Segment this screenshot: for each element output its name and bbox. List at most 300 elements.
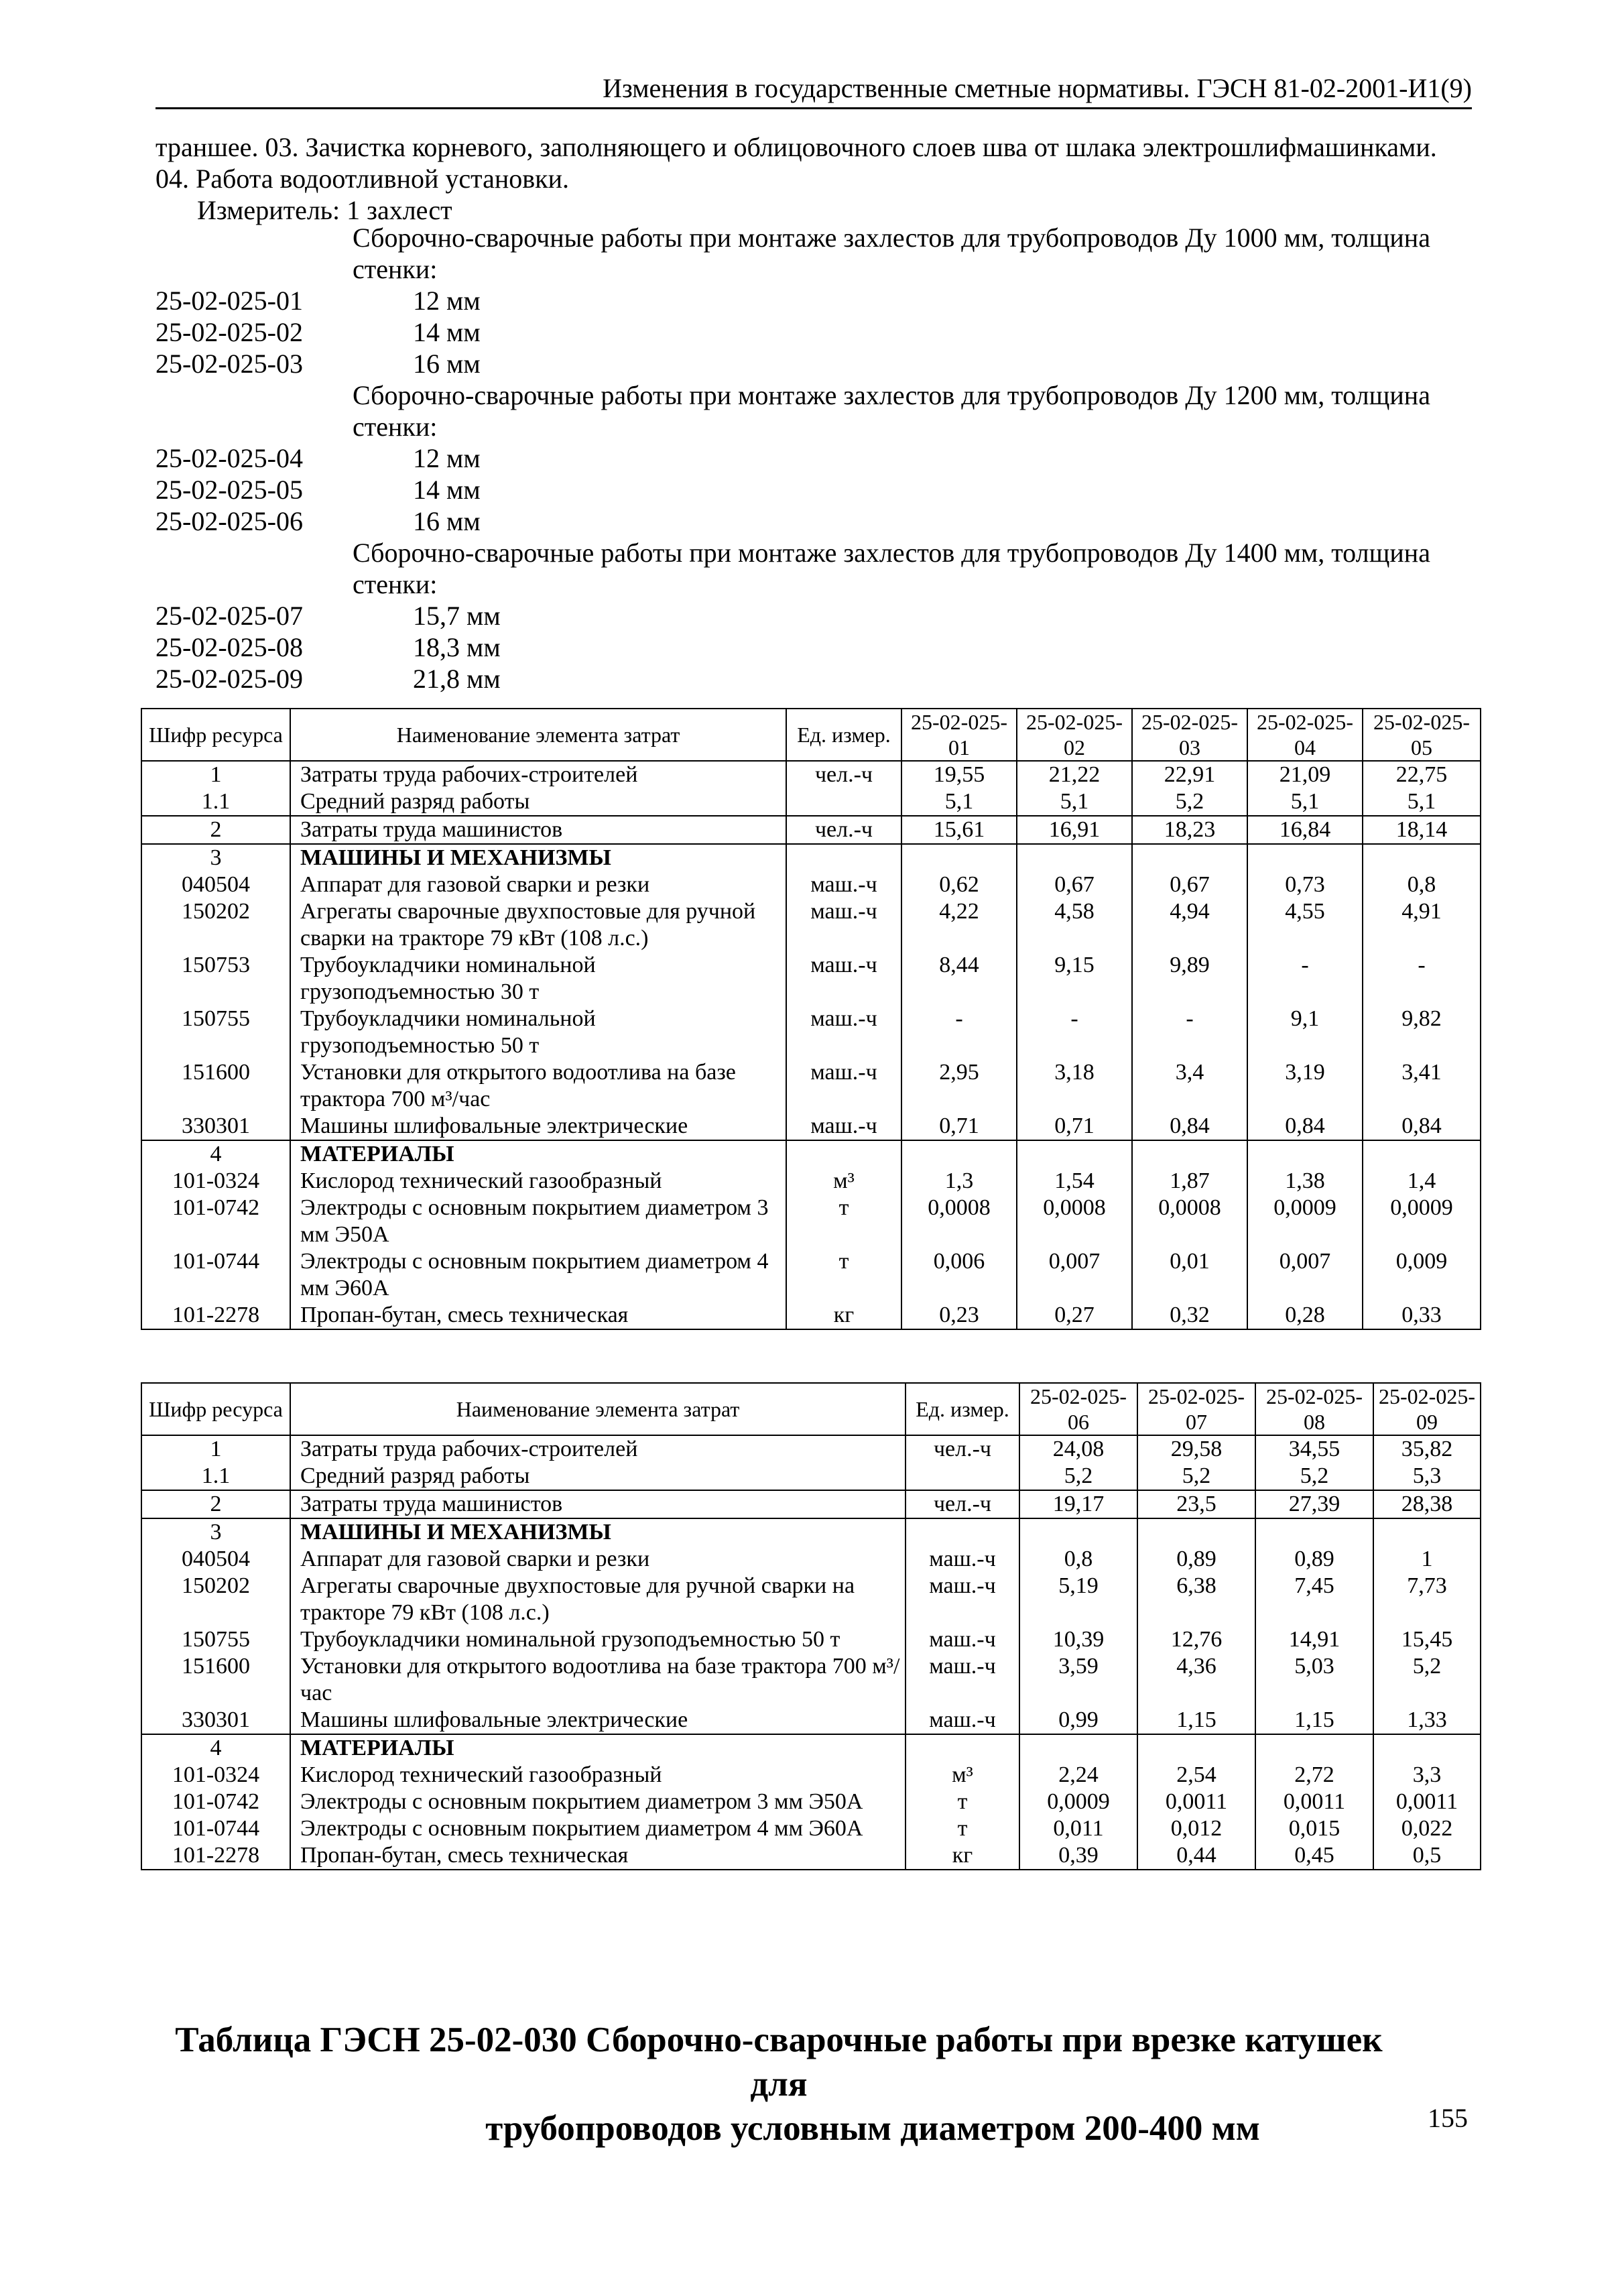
value-cell: 3,4: [1132, 1059, 1247, 1113]
value-cell: 0,015: [1255, 1815, 1373, 1842]
value-cell: 0,84: [1363, 1113, 1481, 1140]
value-cell: 0,23: [901, 1302, 1017, 1329]
table-header-row: [141, 1383, 1481, 1435]
table-row: [141, 1006, 1481, 1059]
norm-code: 25-02-025-06: [155, 506, 303, 536]
resource-name: Электроды с основным покрытием диаметром 4 мм Э60А: [290, 1815, 906, 1842]
value-cell: 0,01: [1132, 1248, 1247, 1302]
value-cell: -: [1132, 1006, 1247, 1059]
value-cell: 5,1: [901, 788, 1017, 816]
table-row: [141, 1653, 1481, 1707]
norm-code: 25-02-025-08: [155, 632, 303, 662]
intro-text: [155, 131, 1483, 226]
intro-line-2: 04. Работа водоотливной установки.: [155, 164, 569, 194]
table-caption: [155, 2018, 1402, 2151]
value-cell: 0,27: [1017, 1302, 1132, 1329]
value-cell: [1019, 1518, 1137, 1546]
value-cell: 4,91: [1363, 898, 1481, 952]
resource-code: 040504: [141, 1546, 290, 1573]
table-row: [141, 1140, 1481, 1168]
table-row: [141, 1302, 1481, 1329]
resource-name: Пропан-бутан, смесь техническая: [290, 1302, 786, 1329]
column-header: 25-02-025-01: [901, 709, 1017, 761]
table-row: [141, 1573, 1481, 1626]
norm-item: [155, 442, 1483, 474]
value-cell: 9,82: [1363, 1006, 1481, 1059]
value-cell: 19,17: [1019, 1490, 1137, 1518]
resource-name: Кислород технический газообразный: [290, 1762, 906, 1789]
column-header: Наименование элемента затрат: [290, 1383, 906, 1435]
table-row: [141, 1435, 1481, 1463]
value-cell: 1: [1373, 1546, 1481, 1573]
value-cell: 0,44: [1137, 1842, 1255, 1870]
resource-name: Средний разряд работы: [290, 1463, 906, 1490]
table-row: [141, 816, 1481, 844]
norm-thickness: 16 мм: [413, 349, 481, 379]
value-cell: 0,0008: [1017, 1195, 1132, 1248]
norm-code: 25-02-025-01: [155, 286, 303, 316]
resource-code: 040504: [141, 871, 290, 898]
resource-code: 1.1: [141, 1463, 290, 1490]
table-row: [141, 1463, 1481, 1490]
resource-name: Пропан-бутан, смесь техническая: [290, 1842, 906, 1870]
norm-code: 25-02-025-03: [155, 349, 303, 379]
value-cell: 18,23: [1132, 816, 1247, 844]
value-cell: 5,19: [1019, 1573, 1137, 1626]
value-cell: 8,44: [901, 952, 1017, 1006]
resource-name: Электроды с основным покрытием диаметром 3 мм Э50А: [290, 1195, 786, 1248]
unit: [906, 1518, 1019, 1546]
table-row: [141, 871, 1481, 898]
value-cell: 0,89: [1255, 1546, 1373, 1573]
value-cell: 5,2: [1255, 1463, 1373, 1490]
value-cell: 0,32: [1132, 1302, 1247, 1329]
unit: маш.-ч: [906, 1626, 1019, 1653]
resource-name: Затраты труда рабочих-строителей: [290, 761, 786, 788]
column-header: 25-02-025-03: [1132, 709, 1247, 761]
value-cell: 0,67: [1132, 871, 1247, 898]
value-cell: 0,71: [1017, 1113, 1132, 1140]
value-cell: [1017, 844, 1132, 871]
resource-code: 330301: [141, 1113, 290, 1140]
section-heading: МАТЕРИАЛЫ: [290, 1140, 786, 1168]
value-cell: 2,24: [1019, 1762, 1137, 1789]
value-cell: 0,84: [1247, 1113, 1363, 1140]
value-cell: 5,2: [1137, 1463, 1255, 1490]
unit: маш.-ч: [906, 1546, 1019, 1573]
resource-name: Установки для открытого водоотлива на базе трактора 700 м³/час: [290, 1059, 786, 1113]
value-cell: 5,1: [1017, 788, 1132, 816]
value-cell: 0,0008: [901, 1195, 1017, 1248]
value-cell: 5,1: [1247, 788, 1363, 816]
value-cell: 0,39: [1019, 1842, 1137, 1870]
value-cell: 6,38: [1137, 1573, 1255, 1626]
value-cell: 0,28: [1247, 1302, 1363, 1329]
value-cell: 21,09: [1247, 761, 1363, 788]
value-cell: [1137, 1518, 1255, 1546]
resource-code: 4: [141, 1734, 290, 1762]
value-cell: 0,62: [901, 871, 1017, 898]
value-cell: 0,009: [1363, 1248, 1481, 1302]
value-cell: 3,18: [1017, 1059, 1132, 1113]
table-row: [141, 1815, 1481, 1842]
value-cell: 0,007: [1247, 1248, 1363, 1302]
resource-name: Трубоукладчики номинальной грузоподъемностью 30 т: [290, 952, 786, 1006]
column-header: Шифр ресурса: [141, 1383, 290, 1435]
unit: маш.-ч: [906, 1653, 1019, 1707]
value-cell: 5,2: [1019, 1463, 1137, 1490]
unit: маш.-ч: [906, 1707, 1019, 1734]
table-row: [141, 844, 1481, 871]
column-header: 25-02-025-09: [1373, 1383, 1481, 1435]
value-cell: 16,91: [1017, 816, 1132, 844]
resource-code: 2: [141, 1490, 290, 1518]
norm-item: [155, 600, 1483, 631]
table-row: [141, 1168, 1481, 1195]
norm-code: 25-02-025-04: [155, 443, 303, 473]
value-cell: [1373, 1734, 1481, 1762]
value-cell: 0,99: [1019, 1707, 1137, 1734]
table-row: [141, 898, 1481, 952]
table-row: [141, 952, 1481, 1006]
value-cell: 0,89: [1137, 1546, 1255, 1573]
unit: [786, 1140, 901, 1168]
resource-name: Аппарат для газовой сварки и резки: [290, 1546, 906, 1573]
section-heading: МАШИНЫ И МЕХАНИЗМЫ: [290, 844, 786, 871]
table-row: [141, 788, 1481, 816]
norm-code: 25-02-025-09: [155, 664, 303, 694]
resource-table-1: [141, 708, 1481, 1330]
resource-code: 151600: [141, 1653, 290, 1707]
value-cell: 0,8: [1363, 871, 1481, 898]
unit: [906, 1734, 1019, 1762]
value-cell: 1,3: [901, 1168, 1017, 1195]
resource-code: 3: [141, 1518, 290, 1546]
value-cell: 0,0011: [1255, 1789, 1373, 1815]
unit: т: [786, 1248, 901, 1302]
norm-thickness: 15,7 мм: [413, 601, 501, 631]
norm-item: [155, 316, 1483, 348]
value-cell: -: [1363, 952, 1481, 1006]
table-row: [141, 1490, 1481, 1518]
norm-list: [155, 222, 1483, 694]
unit: маш.-ч: [786, 1113, 901, 1140]
column-header: 25-02-025-02: [1017, 709, 1132, 761]
table-row: [141, 1518, 1481, 1546]
unit: т: [906, 1815, 1019, 1842]
norm-thickness: 14 мм: [413, 475, 481, 505]
norm-code: 25-02-025-05: [155, 475, 303, 505]
value-cell: 4,22: [901, 898, 1017, 952]
unit: кг: [906, 1842, 1019, 1870]
value-cell: 29,58: [1137, 1435, 1255, 1463]
resource-code: 1: [141, 761, 290, 788]
resource-code: 151600: [141, 1059, 290, 1113]
resource-code: 3: [141, 844, 290, 871]
value-cell: 3,19: [1247, 1059, 1363, 1113]
value-cell: 7,73: [1373, 1573, 1481, 1626]
unit: маш.-ч: [786, 1059, 901, 1113]
norm-group: [155, 222, 1483, 379]
value-cell: 2,54: [1137, 1762, 1255, 1789]
column-header: 25-02-025-06: [1019, 1383, 1137, 1435]
table-row: [141, 761, 1481, 788]
value-cell: 1,33: [1373, 1707, 1481, 1734]
resource-code: 101-2278: [141, 1302, 290, 1329]
value-cell: 24,08: [1019, 1435, 1137, 1463]
resource-name: Затраты труда машинистов: [290, 816, 786, 844]
value-cell: 0,5: [1373, 1842, 1481, 1870]
value-cell: 4,58: [1017, 898, 1132, 952]
unit: маш.-ч: [906, 1573, 1019, 1626]
value-cell: [1019, 1734, 1137, 1762]
value-cell: 5,3: [1373, 1463, 1481, 1490]
value-cell: [1255, 1518, 1373, 1546]
unit: [786, 844, 901, 871]
unit: т: [786, 1195, 901, 1248]
resource-code: 150753: [141, 952, 290, 1006]
norm-group: [155, 379, 1483, 537]
resource-name: Аппарат для газовой сварки и резки: [290, 871, 786, 898]
resource-name: Электроды с основным покрытием диаметром 3 мм Э50А: [290, 1789, 906, 1815]
value-cell: 0,0011: [1137, 1789, 1255, 1815]
value-cell: 18,14: [1363, 816, 1481, 844]
value-cell: [1247, 1140, 1363, 1168]
resource-name: Установки для открытого водоотлива на базе трактора 700 м³/час: [290, 1653, 906, 1707]
value-cell: -: [901, 1006, 1017, 1059]
value-cell: [1255, 1734, 1373, 1762]
page-number: 155: [1428, 2103, 1468, 2133]
value-cell: 0,012: [1137, 1815, 1255, 1842]
resource-code: 150755: [141, 1006, 290, 1059]
caption-line-2: трубопроводов условным диаметром 200-400 мм: [485, 2109, 1260, 2148]
resource-name: Машины шлифовальные электрические: [290, 1707, 906, 1734]
resource-code: 101-0324: [141, 1168, 290, 1195]
value-cell: 2,95: [901, 1059, 1017, 1113]
unit: чел.-ч: [786, 816, 901, 844]
value-cell: 4,55: [1247, 898, 1363, 952]
value-cell: 1,38: [1247, 1168, 1363, 1195]
value-cell: 9,89: [1132, 952, 1247, 1006]
table-row: [141, 1113, 1481, 1140]
column-header: 25-02-025-05: [1363, 709, 1481, 761]
value-cell: 0,33: [1363, 1302, 1481, 1329]
unit: чел.-ч: [906, 1490, 1019, 1518]
value-cell: 27,39: [1255, 1490, 1373, 1518]
value-cell: 35,82: [1373, 1435, 1481, 1463]
norm-thickness: 21,8 мм: [413, 664, 501, 694]
table-row: [141, 1842, 1481, 1870]
value-cell: 0,45: [1255, 1842, 1373, 1870]
section-heading: МАШИНЫ И МЕХАНИЗМЫ: [290, 1518, 906, 1546]
resource-code: 101-0744: [141, 1248, 290, 1302]
unit: маш.-ч: [786, 871, 901, 898]
unit: т: [906, 1789, 1019, 1815]
unit: м³: [906, 1762, 1019, 1789]
value-cell: 2,72: [1255, 1762, 1373, 1789]
norm-thickness: 16 мм: [413, 506, 481, 536]
measure-unit: Измеритель: 1 захлест: [197, 195, 452, 225]
resource-code: 1.1: [141, 788, 290, 816]
unit: кг: [786, 1302, 901, 1329]
norm-item: [155, 474, 1483, 505]
resource-name: Кислород технический газообразный: [290, 1168, 786, 1195]
resource-code: 101-0742: [141, 1195, 290, 1248]
value-cell: 0,0011: [1373, 1789, 1481, 1815]
norm-code: 25-02-025-07: [155, 601, 303, 631]
column-header: Шифр ресурса: [141, 709, 290, 761]
value-cell: 5,03: [1255, 1653, 1373, 1707]
resource-name: Агрегаты сварочные двухпостовые для ручной сварки на тракторе 79 кВт (108 л.с.): [290, 898, 786, 952]
resource-code: 101-2278: [141, 1842, 290, 1870]
value-cell: 0,007: [1017, 1248, 1132, 1302]
value-cell: 5,2: [1132, 788, 1247, 816]
norm-item: [155, 505, 1483, 537]
value-cell: [901, 844, 1017, 871]
value-cell: 22,91: [1132, 761, 1247, 788]
norm-group-heading: Сборочно-сварочные работы при монтаже захлестов для трубопроводов Ду 1000 мм, толщина стенки:: [353, 223, 1430, 284]
value-cell: 5,1: [1363, 788, 1481, 816]
unit: маш.-ч: [786, 952, 901, 1006]
section-heading: МАТЕРИАЛЫ: [290, 1734, 906, 1762]
column-header: Наименование элемента затрат: [290, 709, 786, 761]
value-cell: 1,54: [1017, 1168, 1132, 1195]
value-cell: 19,55: [901, 761, 1017, 788]
value-cell: [1247, 844, 1363, 871]
resource-code: 150755: [141, 1626, 290, 1653]
value-cell: 0,0009: [1019, 1789, 1137, 1815]
norm-thickness: 12 мм: [413, 443, 481, 473]
value-cell: 21,22: [1017, 761, 1132, 788]
value-cell: [1017, 1140, 1132, 1168]
value-cell: [1137, 1734, 1255, 1762]
norm-group-heading: Сборочно-сварочные работы при монтаже захлестов для трубопроводов Ду 1200 мм, толщина стенки:: [353, 380, 1430, 442]
norm-item: [155, 348, 1483, 379]
table-header-row: [141, 709, 1481, 761]
value-cell: 23,5: [1137, 1490, 1255, 1518]
value-cell: 0,006: [901, 1248, 1017, 1302]
resource-code: 101-0324: [141, 1762, 290, 1789]
unit: маш.-ч: [786, 898, 901, 952]
resource-code: 101-0744: [141, 1815, 290, 1842]
resource-code: 101-0742: [141, 1789, 290, 1815]
column-header: 25-02-025-04: [1247, 709, 1363, 761]
resource-name: Электроды с основным покрытием диаметром 4 мм Э60А: [290, 1248, 786, 1302]
resource-code: 150202: [141, 898, 290, 952]
value-cell: 0,84: [1132, 1113, 1247, 1140]
table-row: [141, 1707, 1481, 1734]
caption-line-1: Таблица ГЭСН 25-02-030 Сборочно-сварочные работы при врезке катушек для: [175, 2020, 1383, 2104]
value-cell: 22,75: [1363, 761, 1481, 788]
value-cell: 0,0009: [1363, 1195, 1481, 1248]
value-cell: [1363, 844, 1481, 871]
value-cell: [901, 1140, 1017, 1168]
resource-name: Трубоукладчики номинальной грузоподъемностью 50 т: [290, 1006, 786, 1059]
norm-thickness: 14 мм: [413, 317, 481, 347]
value-cell: 14,91: [1255, 1626, 1373, 1653]
resource-name: Средний разряд работы: [290, 788, 786, 816]
resource-name: Агрегаты сварочные двухпостовые для ручной сварки на тракторе 79 кВт (108 л.с.): [290, 1573, 906, 1626]
column-header: 25-02-025-08: [1255, 1383, 1373, 1435]
value-cell: 9,1: [1247, 1006, 1363, 1059]
value-cell: [1132, 1140, 1247, 1168]
resource-code: 1: [141, 1435, 290, 1463]
value-cell: 28,38: [1373, 1490, 1481, 1518]
norm-item: [155, 663, 1483, 694]
value-cell: [1363, 1140, 1481, 1168]
column-header: Ед. измер.: [786, 709, 901, 761]
unit: чел.-ч: [906, 1435, 1019, 1463]
table-row: [141, 1059, 1481, 1113]
table-row: [141, 1762, 1481, 1789]
resource-code: 2: [141, 816, 290, 844]
value-cell: 9,15: [1017, 952, 1132, 1006]
resource-table-2: [141, 1382, 1481, 1870]
norm-code: 25-02-025-02: [155, 317, 303, 347]
unit: маш.-ч: [786, 1006, 901, 1059]
norm-thickness: 18,3 мм: [413, 632, 501, 662]
value-cell: 3,3: [1373, 1762, 1481, 1789]
unit: чел.-ч: [786, 761, 901, 788]
norm-group-heading: Сборочно-сварочные работы при монтаже захлестов для трубопроводов Ду 1400 мм, толщина стенки:: [353, 538, 1430, 599]
table-row: [141, 1546, 1481, 1573]
value-cell: 3,59: [1019, 1653, 1137, 1707]
value-cell: 0,71: [901, 1113, 1017, 1140]
table-row: [141, 1248, 1481, 1302]
resource-name: Трубоукладчики номинальной грузоподъемностью 50 т: [290, 1626, 906, 1653]
table-row: [141, 1789, 1481, 1815]
resource-name: Машины шлифовальные электрические: [290, 1113, 786, 1140]
norm-item: [155, 285, 1483, 316]
value-cell: 12,76: [1137, 1626, 1255, 1653]
intro-line-1: траншее. 03. Зачистка корневого, заполняющего и облицовочного слоев шва от шлака электрошлифмашинками.: [155, 132, 1437, 162]
value-cell: 1,15: [1255, 1707, 1373, 1734]
value-cell: 4,94: [1132, 898, 1247, 952]
value-cell: 15,45: [1373, 1626, 1481, 1653]
resource-code: 150202: [141, 1573, 290, 1626]
norm-group: [155, 537, 1483, 694]
norm-thickness: 12 мм: [413, 286, 481, 316]
value-cell: 3,41: [1363, 1059, 1481, 1113]
value-cell: 1,87: [1132, 1168, 1247, 1195]
norm-item: [155, 631, 1483, 663]
value-cell: 10,39: [1019, 1626, 1137, 1653]
value-cell: 0,8: [1019, 1546, 1137, 1573]
value-cell: 16,84: [1247, 816, 1363, 844]
value-cell: 34,55: [1255, 1435, 1373, 1463]
value-cell: 0,0009: [1247, 1195, 1363, 1248]
unit: [786, 788, 901, 816]
value-cell: [1373, 1518, 1481, 1546]
table-row: [141, 1734, 1481, 1762]
value-cell: 0,73: [1247, 871, 1363, 898]
page-header: [155, 72, 1472, 109]
value-cell: 1,4: [1363, 1168, 1481, 1195]
resource-code: 4: [141, 1140, 290, 1168]
value-cell: 7,45: [1255, 1573, 1373, 1626]
value-cell: 0,0008: [1132, 1195, 1247, 1248]
table-row: [141, 1626, 1481, 1653]
value-cell: 5,2: [1373, 1653, 1481, 1707]
column-header: Ед. измер.: [906, 1383, 1019, 1435]
value-cell: 1,15: [1137, 1707, 1255, 1734]
resource-code: 330301: [141, 1707, 290, 1734]
unit: м³: [786, 1168, 901, 1195]
value-cell: -: [1017, 1006, 1132, 1059]
unit: [906, 1463, 1019, 1490]
resource-name: Затраты труда рабочих-строителей: [290, 1435, 906, 1463]
column-header: 25-02-025-07: [1137, 1383, 1255, 1435]
